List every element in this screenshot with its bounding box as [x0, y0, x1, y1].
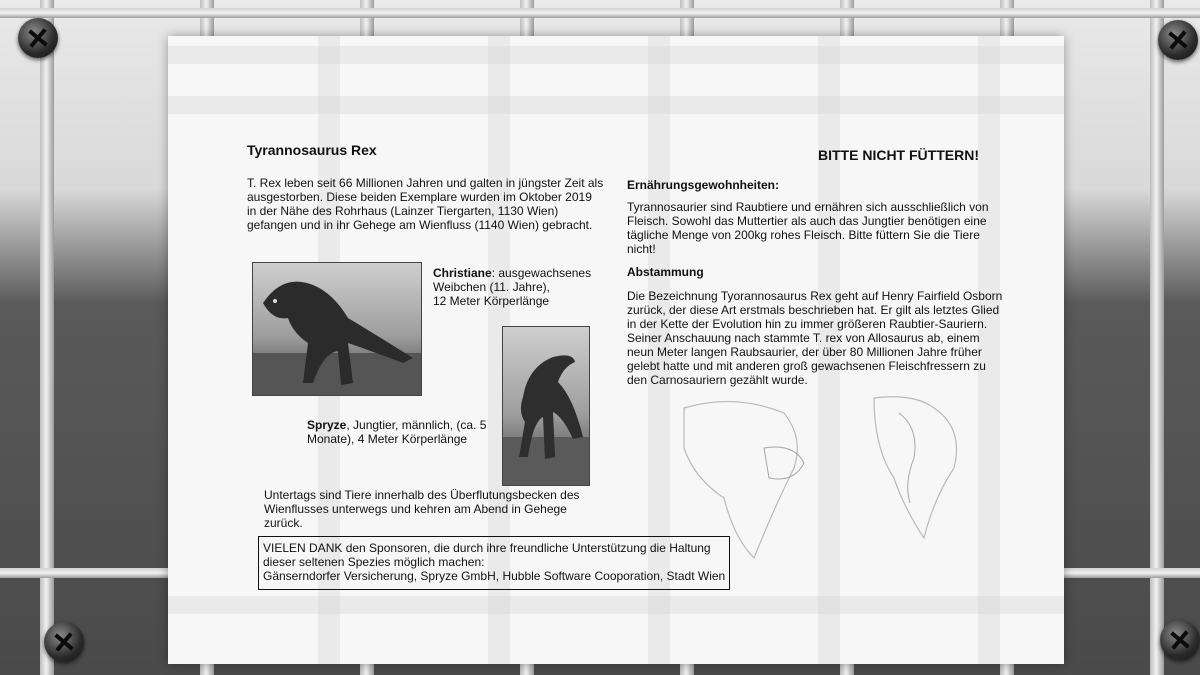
spryze-name: Spryze [307, 418, 347, 432]
caption-line: Monate), 4 Meter Körperlänge [307, 432, 468, 446]
sponsor-line: VIELEN DANK den Sponsoren, die durch ihre freundliche Unterstützung die Haltung [263, 541, 711, 555]
spryze-desc: , Jungtier, männlich, (ca. 5 [346, 418, 487, 432]
distribution-map [674, 388, 978, 572]
daytime-line: Wienflusses unterwegs und kehren am Abend in Gehege [264, 502, 567, 516]
trex-illustration [503, 327, 589, 485]
warning-text: BITTE NICHT FÜTTERN! [818, 147, 979, 163]
information-sign [168, 36, 1064, 664]
caption-line [307, 418, 486, 432]
diet-line: Fleisch. Sowohl das Muttertier als auch das Jungtier benötigen eine [627, 214, 987, 228]
diet-line: Tyrannosaurier sind Raubtiere und ernähren sich ausschließlich von [627, 200, 989, 214]
caption-line: Weibchen (11. Jahre), [433, 280, 550, 294]
christiane-name: Christiane [433, 266, 492, 280]
diet-line: nicht! [627, 242, 656, 256]
origin-line: zurück, der diese Art erstmals beschrieben hat. Er gilt als letztes Glied [627, 303, 1000, 317]
daytime-line: Untertags sind Tiere innerhalb des Überflutungsbecken des [264, 488, 580, 502]
intro-line: ausgestorben. Diese beiden Exemplare wurden im Oktober 2019 [247, 190, 592, 204]
origin-heading: Abstammung [627, 265, 704, 279]
intro-line: T. Rex leben seit 66 Millionen Jahren und galten in jüngster Zeit als [247, 176, 604, 190]
diet-heading: Ernährungsgewohnheiten: [627, 178, 780, 192]
intro-line: gefangen und in ihr Gehege am Wienfluss (1140 Wien) gebracht. [247, 218, 593, 232]
sponsor-box [258, 536, 730, 590]
christiane-desc: : ausgewachsenes [491, 266, 592, 280]
origin-line: in der Kette der Evolution hin zu immer größeren Raubtier-Sauriern. [627, 317, 988, 331]
screw-icon [1158, 20, 1198, 60]
fence-rail [0, 8, 1200, 18]
screw-icon [1160, 620, 1200, 660]
origin-line: gelebt hatte und mit anderen groß gewachsenen Fleischfressern zu [627, 359, 986, 373]
caption-line [433, 266, 591, 280]
origin-line: Die Bezeichnung Tyorannosaurus Rex geht auf Henry Fairfield Osborn [627, 289, 1003, 303]
sign-title: Tyrannosaurus Rex [247, 142, 377, 158]
daytime-line: zurück. [264, 516, 303, 530]
screw-icon [18, 18, 58, 58]
spryze-photo [502, 326, 590, 486]
reflection [168, 96, 1064, 114]
christiane-photo [252, 262, 422, 396]
trex-illustration [253, 263, 421, 395]
diet-line: tägliche Menge von 200kg rohes Fleisch. Bitte füttern Sie die Tiere [627, 228, 980, 242]
screw-icon [44, 622, 84, 662]
reflection [168, 46, 1064, 64]
origin-line: Seiner Anschauung nach stammte T. rex von Allosaurus ab, einem [627, 331, 980, 345]
sponsor-line: dieser seltenen Spezies möglich machen: [263, 555, 485, 569]
origin-line: den Carnosauriern gezählt wurde. [627, 373, 808, 387]
caption-line: 12 Meter Körperlänge [433, 294, 550, 308]
origin-line: neun Meter langen Raubsaurier, der über 80 Millionen Jahre früher [627, 345, 982, 359]
reflection [168, 596, 1064, 614]
intro-line: in der Nähe des Rohrhaus (Lainzer Tiergarten, 1130 Wien) [247, 204, 559, 218]
sponsor-line: Gänserndorfer Versicherung, Spryze GmbH, Hubble Software Cooporation, Stadt Wien [263, 569, 726, 583]
